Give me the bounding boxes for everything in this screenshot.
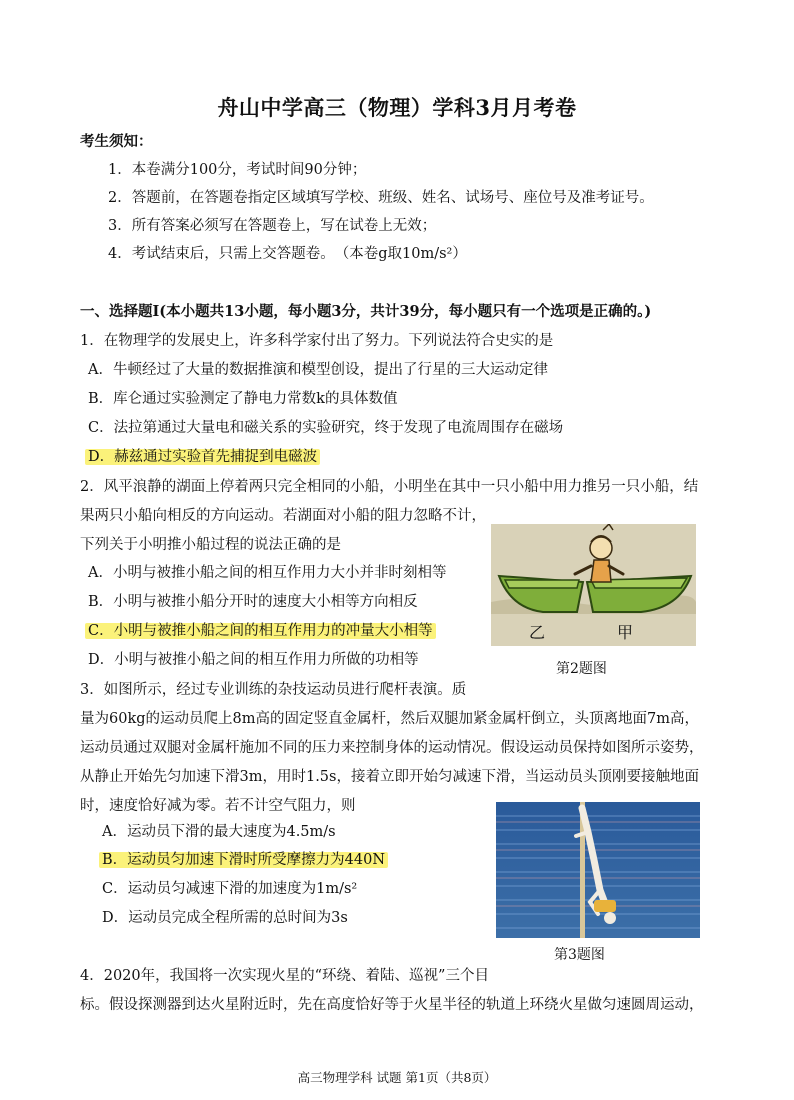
q4-stem-line-2: 标。假设探测器到达火星附近时，先在高度恰好等于火星半径的轨道上环绕火星做匀速圆周运动，: [80, 997, 704, 1013]
exam-title: 舟山中学高三（物理）学科3月月考卷: [217, 95, 577, 120]
q2-stem-line-1: 2．风平浪静的湖面上停着两只完全相同的小船，小明坐在其中一只小船中用力推另一只小船，结: [80, 479, 699, 495]
q3-stem-line-5: 时，速度恰好减为零。若不计空气阻力，则: [80, 798, 356, 814]
notice-heading: 考生须知：: [80, 133, 153, 150]
q3-stem-line-2: 量为60kg的运动员爬上8m高的固定竖直金属杆，然后双腿加紧金属杆倒立，头顶离地面7m高，: [80, 711, 699, 727]
q3-stem-line-3: 运动员通过双腿对金属杆施加不同的压力来控制身体的运动情况。假设运动员保持如图所示姿势，: [80, 740, 704, 756]
q1-option-a: A．牛顿经过了大量的数据推演和模型创设，提出了行星的三大运动定律: [88, 362, 548, 378]
q3-figure-pole-athlete: [496, 802, 700, 938]
q3-option-b: [99, 850, 388, 870]
q2-figure-caption: 第2题图: [556, 661, 607, 677]
page-footer: 高三物理学科 试题 第1页（共8页）: [297, 1070, 497, 1085]
q3-figure-caption: 第3题图: [554, 947, 605, 963]
q3-stem-line-4: 从静止开始先匀加速下滑3m，用时1.5s，接着立即开始匀减速下滑，当运动员头顶刚要接触地面: [80, 769, 699, 785]
q3-stem-line-1: 3．如图所示，经过专业训练的杂技运动员进行爬杆表演。质: [80, 682, 467, 698]
q3-answer-highlight: B．运动员匀加速下滑时所受摩擦力为440N: [99, 852, 388, 868]
section-heading: 一、选择题Ⅰ(本小题共13小题，每小题3分，共计39分，每小题只有一个选项是正确的。): [80, 303, 652, 320]
boat-label-left: 乙: [529, 623, 546, 642]
q1-option-d: [85, 447, 320, 467]
notice-item-2: 2．答题前，在答题卷指定区域填写学校、班级、姓名、试场号、座位号及准考证号。: [108, 190, 654, 206]
q4-stem-line-1: 4．2020年，我国将一次实现火星的“环绕、着陆、巡视”三个目: [80, 968, 489, 984]
boat-illustration: [491, 524, 696, 646]
q1-option-b: B．库仑通过实验测定了静电力常数k的具体数值: [88, 391, 398, 407]
q1-option-c: C．法拉第通过大量电和磁关系的实验研究，终于发现了电流周围存在磁场: [88, 420, 564, 436]
q3-option-c: C．运动员匀减速下滑的加速度为1m/s²: [102, 881, 358, 897]
q3-option-d: D．运动员完成全程所需的总时间为3s: [102, 910, 348, 926]
q2-stem-line-3: 下列关于小明推小船过程的说法正确的是: [80, 537, 341, 553]
notice-item-3: 3．所有答案必须写在答题卷上，写在试卷上无效；: [108, 218, 437, 234]
notice-item-1: 1．本卷满分100分，考试时间90分钟；: [108, 162, 367, 178]
q3-option-a: A．运动员下滑的最大速度为4.5m/s: [102, 824, 336, 840]
notice-item-4: 4．考试结束后，只需上交答题卷。 （本卷g取10m/s²）: [108, 246, 467, 262]
q2-answer-highlight: C．小明与被推小船之间的相互作用力的冲量大小相等: [85, 623, 436, 639]
q2-option-b: B．小明与被推小船分开时的速度大小相等方向相反: [88, 594, 418, 610]
q2-option-a: A．小明与被推小船之间的相互作用力大小并非时刻相等: [88, 565, 447, 581]
q2-stem-line-2: 果两只小船向相反的方向运动。若湖面对小船的阻力忽略不计，: [80, 508, 486, 524]
q2-figure-boats: [491, 524, 696, 646]
q2-option-d: D．小明与被推小船之间的相互作用力所做的功相等: [88, 652, 419, 668]
q2-option-c: [85, 621, 436, 641]
q1-stem: 1．在物理学的发展史上，许多科学家付出了努力。下列说法符合史实的是: [80, 333, 554, 349]
q1-answer-highlight: D．赫兹通过实验首先捕捉到电磁波: [85, 449, 320, 465]
boat-label-right: 甲: [617, 623, 634, 642]
pole-athlete-illustration: [496, 802, 700, 938]
